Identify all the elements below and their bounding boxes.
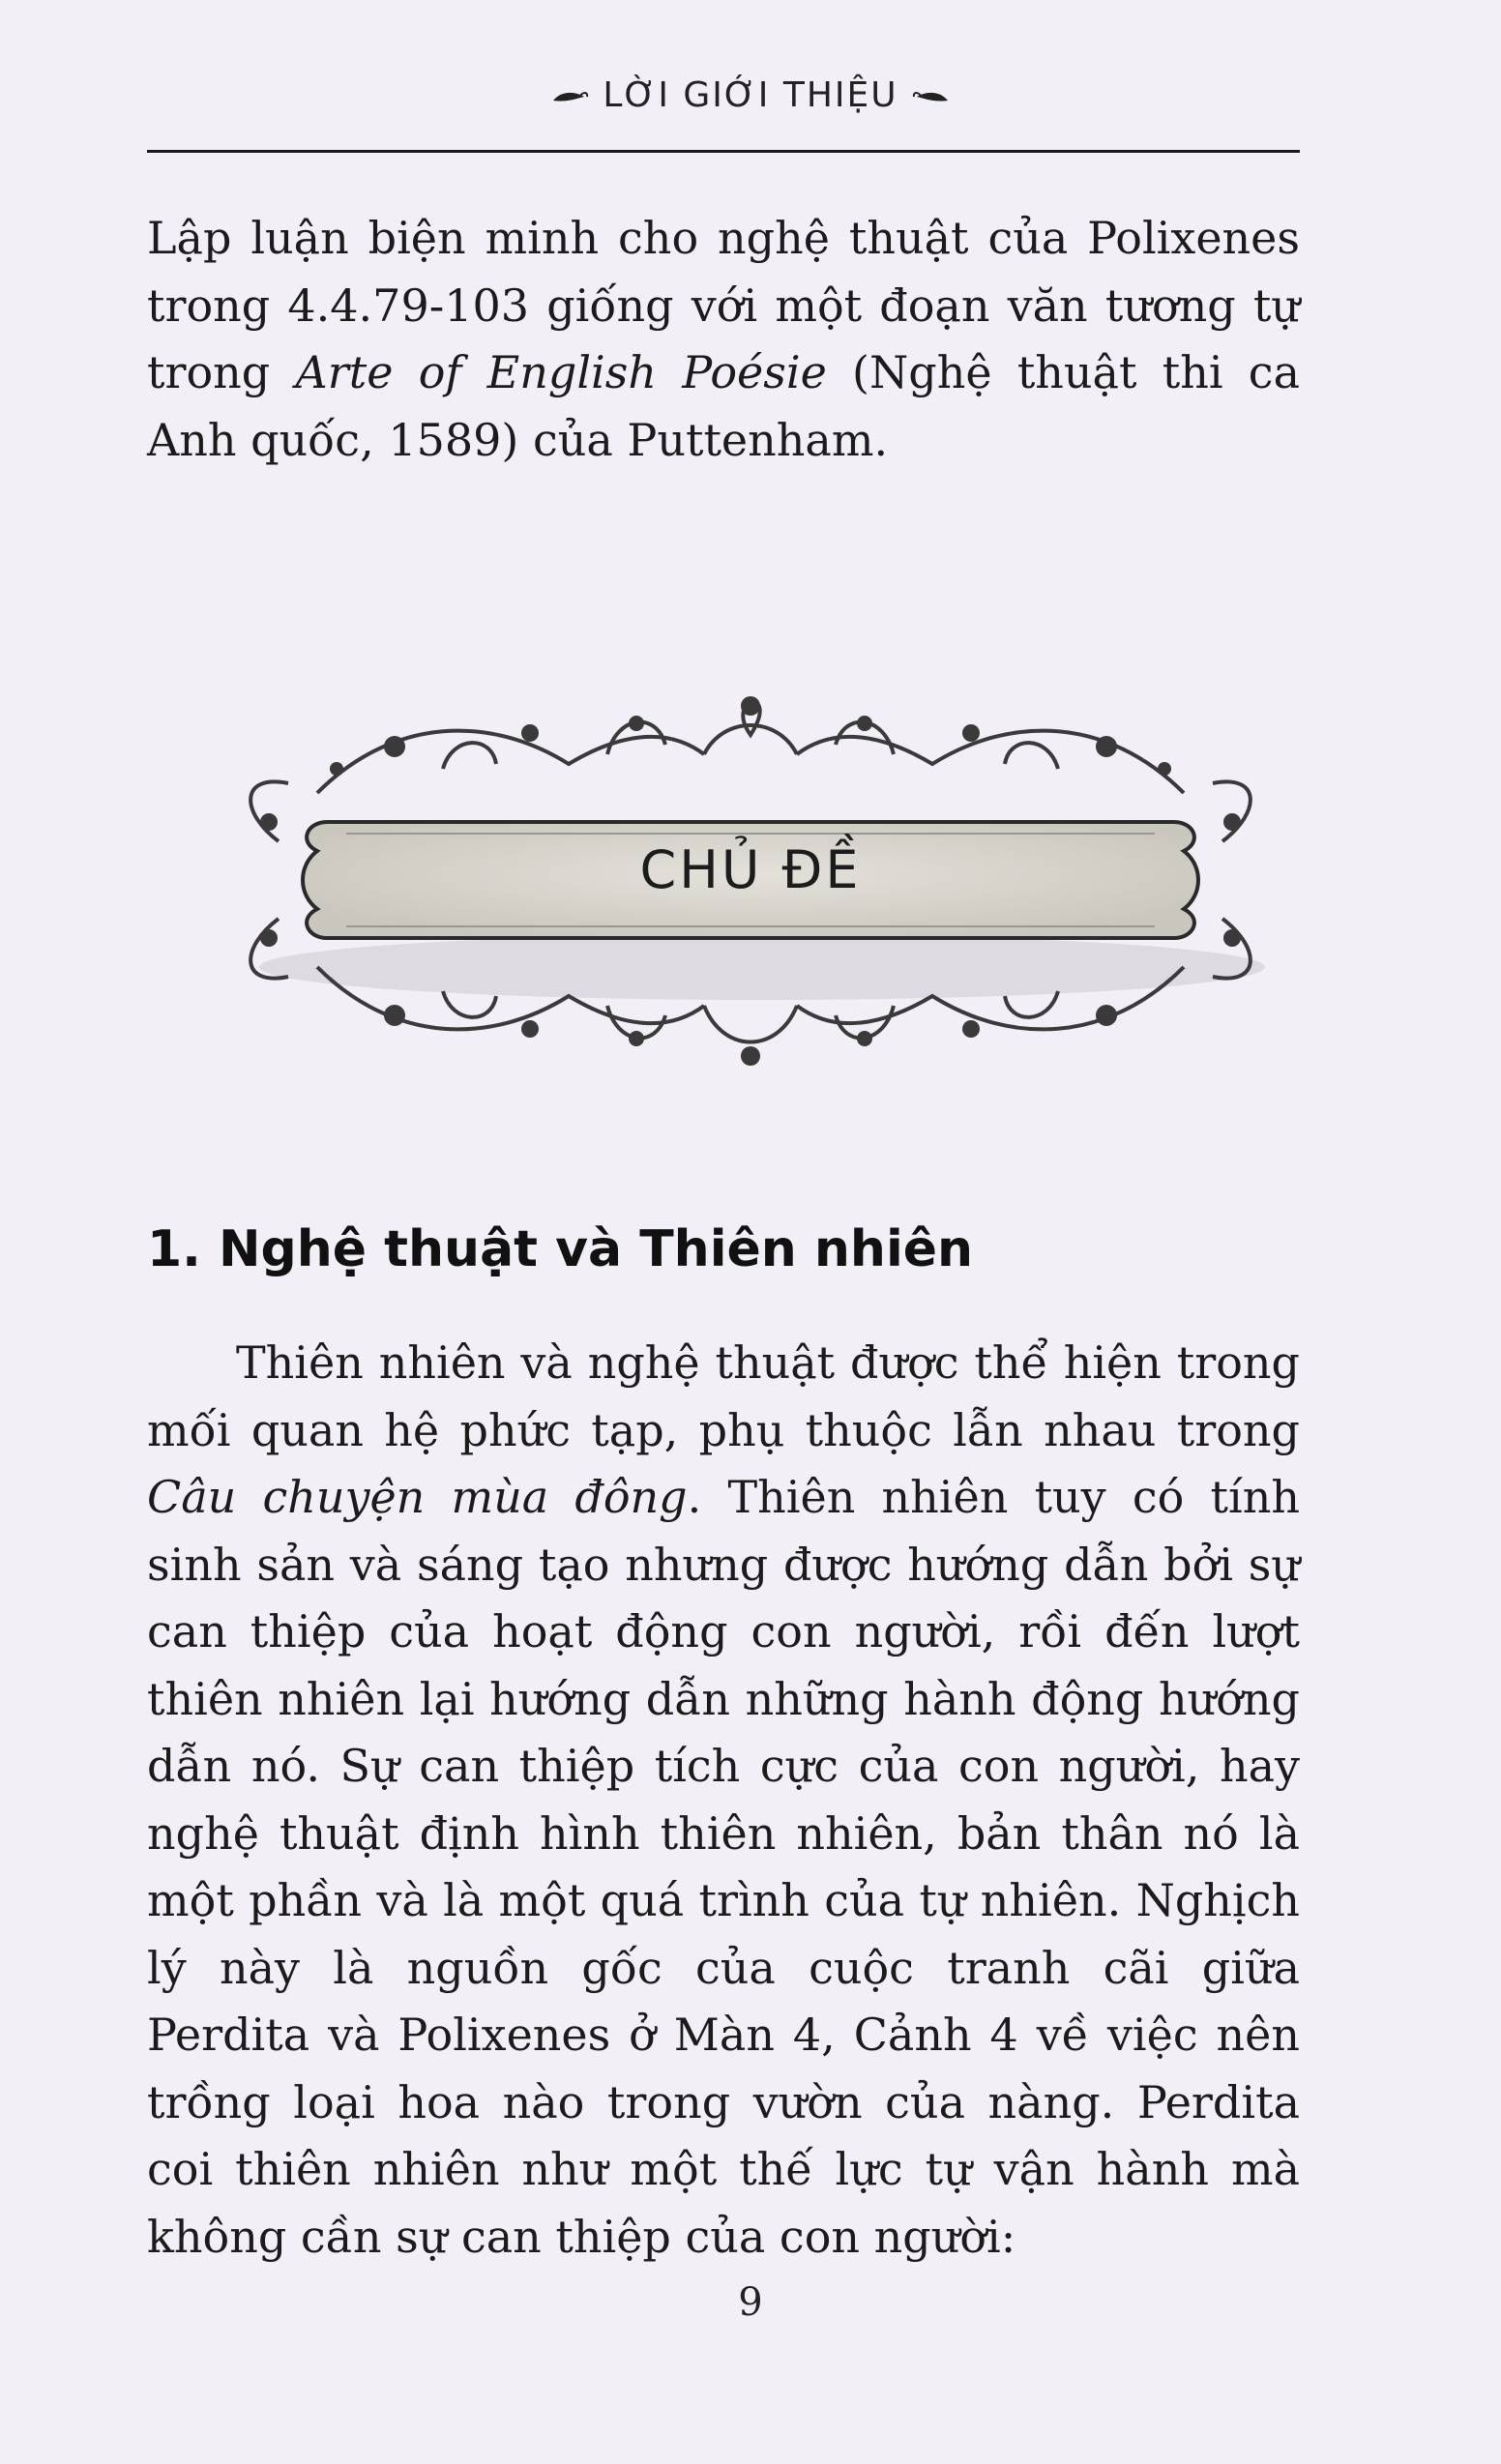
section-paragraph — [147, 1330, 1300, 2271]
running-header — [0, 75, 1501, 115]
chapter-cartouche — [201, 677, 1300, 1083]
page-number: 9 — [738, 2280, 763, 2325]
section-italic-title: Câu chuyện mùa đông — [147, 1471, 688, 1523]
intro-text-start: Lập luận biện minh cho nghệ thuật của Polixenes trong 4.4.79-103 giống với một đoạn văn tương tự trong — [147, 212, 1300, 398]
section-text-end: . Thiên nhiên tuy có tính sinh sản và sáng tạo nhưng được hướng dẫn bởi sự can thiệp của hoạt động con người, rồi đến lượt thiên nhiên lại hướng dẫn những hành động hướng dẫn nó. Sự can thiệp tích cực của con người, hay nghệ thuật định hình thiên nhiên, bản thân nó là một phần và là một quá trình của tự nhiên. Nghịch lý này là nguồn gốc của cuộc tranh cãi giữa Perdita và Polixenes ở Màn 4, Cảnh 4 về việc nên trồng loại hoa nào trong vườn của nàng. Perdita coi thiên nhiên như một thế lực tự vận hành mà không cần sự can thiệp của con người: — [147, 1471, 1300, 2263]
chapter-title: CHỦ ĐỀ — [639, 839, 862, 900]
header-rule — [147, 150, 1300, 153]
intro-text-end: (Nghệ thuật thi ca Anh quốc, 1589) của Puttenham. — [147, 346, 1300, 466]
intro-paragraph — [147, 205, 1300, 474]
intro-italic-title: Arte of English Poésie — [295, 346, 827, 398]
right-leaf-ornament-icon — [911, 87, 950, 106]
section-text-start: Thiên nhiên và nghệ thuật được thể hiện trong mối quan hệ phức tạp, phụ thuộc lẫn nhau trong — [147, 1336, 1300, 1456]
section-heading: 1. Nghệ thuật và Thiên nhiên — [147, 1220, 974, 1278]
running-title: LỜI GIỚI THIỆU — [603, 75, 898, 115]
left-leaf-ornament-icon — [551, 87, 590, 106]
